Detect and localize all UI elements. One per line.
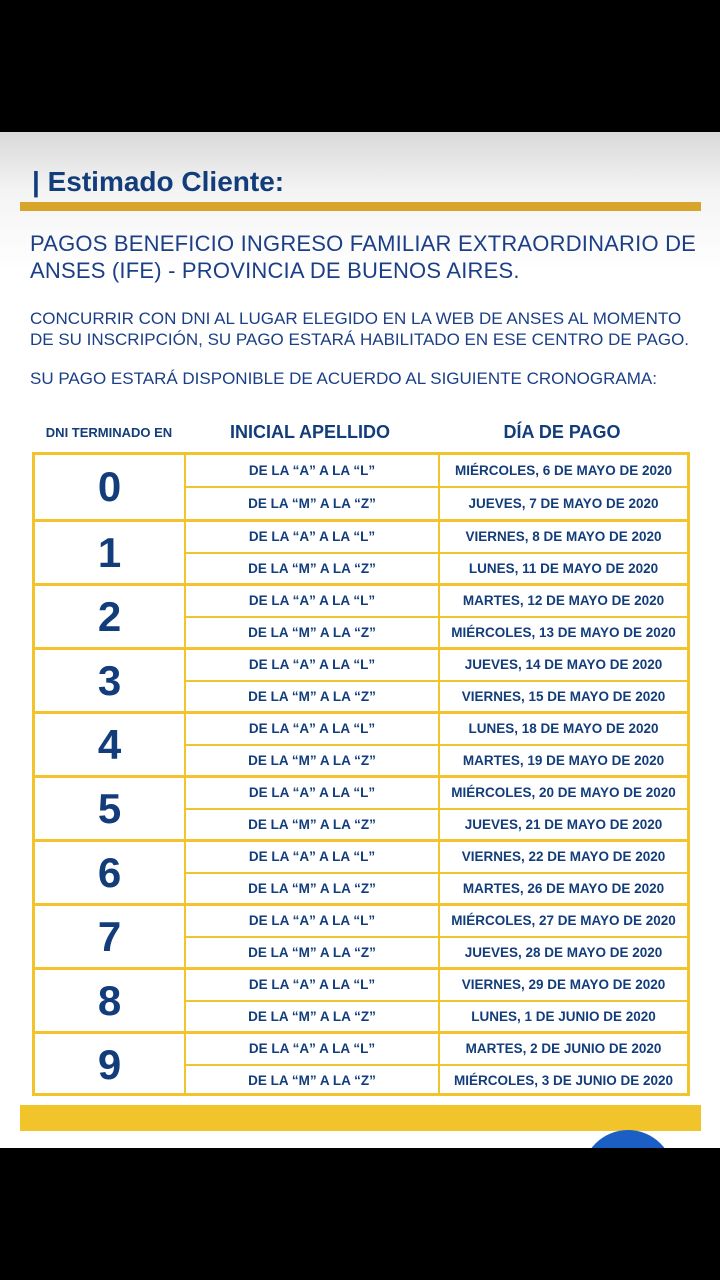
initial-range-cell: DE LA “A” A LA “L”: [186, 970, 440, 1000]
header-initial: INICIAL APELLIDO: [229, 421, 390, 442]
initial-range-cell: DE LA “M” A LA “Z”: [186, 746, 440, 776]
table-row: [186, 455, 687, 486]
dni-group-3: [35, 647, 687, 711]
initial-range-cell: DE LA “M” A LA “Z”: [186, 938, 440, 968]
table-row: [186, 616, 687, 648]
payment-date-cell: MIÉRCOLES, 20 DE MAYO DE 2020: [451, 785, 676, 801]
payment-date-cell: MIÉRCOLES, 13 DE MAYO DE 2020: [451, 624, 676, 640]
table-row: [186, 778, 687, 808]
payment-date-cell: VIERNES, 29 DE MAYO DE 2020: [461, 977, 666, 993]
schedule-intro: SU PAGO ESTARÁ DISPONIBLE DE ACUERDO AL SIGUIENTE CRONOGRAMA:: [30, 369, 657, 388]
payment-date-cell: VIERNES, 8 DE MAYO DE 2020: [465, 529, 662, 545]
benefit-heading: PAGOS BENEFICIO INGRESO FAMILIAR EXTRAORDINARIO DE ANSES (IFE) - PROVINCIA DE BUENOS AIRES.: [30, 231, 697, 283]
dni-group-0: [35, 455, 687, 519]
table-row: [186, 486, 687, 519]
payment-date-cell: MIÉRCOLES, 27 DE MAYO DE 2020: [451, 913, 676, 929]
group-rows: [186, 778, 687, 839]
group-rows: [186, 714, 687, 775]
payment-date-cell: JUEVES, 14 DE MAYO DE 2020: [464, 657, 663, 673]
initial-range-cell: DE LA “M” A LA “Z”: [186, 810, 440, 840]
initial-range-cell: DE LA “M” A LA “Z”: [186, 1002, 440, 1032]
dni-group-1: [35, 519, 687, 583]
dni-digit: 8: [35, 970, 186, 1031]
initial-range-cell: DE LA “A” A LA “L”: [186, 1034, 440, 1064]
initial-range-cell: DE LA “M” A LA “Z”: [186, 488, 440, 519]
initial-range-cell: DE LA “M” A LA “Z”: [186, 618, 440, 648]
dni-group-6: [35, 839, 687, 903]
dni-group-5: [35, 775, 687, 839]
group-rows: [186, 906, 687, 967]
group-rows: [186, 1034, 687, 1095]
table-row: [186, 586, 687, 616]
dni-group-7: [35, 903, 687, 967]
table-row: [186, 1034, 687, 1064]
payment-date-cell: JUEVES, 28 DE MAYO DE 2020: [464, 944, 663, 960]
dni-digit: 3: [35, 650, 186, 711]
table-row: [186, 842, 687, 872]
initial-range-cell: DE LA “A” A LA “L”: [186, 778, 440, 808]
table-row: [186, 872, 687, 904]
initial-range-cell: DE LA “M” A LA “Z”: [186, 1066, 440, 1096]
group-rows: [186, 522, 687, 583]
table-row: [186, 906, 687, 936]
initial-range-cell: DE LA “A” A LA “L”: [186, 455, 440, 486]
initial-range-cell: DE LA “A” A LA “L”: [186, 906, 440, 936]
dni-digit: 1: [35, 522, 186, 583]
title-underline: [20, 202, 701, 211]
initial-range-cell: DE LA “A” A LA “L”: [186, 522, 440, 552]
table-row: [186, 1064, 687, 1096]
footer-bar: [20, 1105, 701, 1131]
payment-date-cell: MARTES, 19 DE MAYO DE 2020: [462, 752, 665, 768]
table-row: [186, 680, 687, 712]
group-rows: [186, 970, 687, 1031]
payment-date-cell: LUNES, 1 DE JUNIO DE 2020: [471, 1008, 656, 1024]
table-row: [186, 714, 687, 744]
dni-group-8: [35, 967, 687, 1031]
table-row: [186, 650, 687, 680]
table-row: [186, 744, 687, 776]
payment-date-cell: JUEVES, 7 DE MAYO DE 2020: [468, 496, 659, 511]
payment-date-cell: LUNES, 18 DE MAYO DE 2020: [468, 721, 659, 737]
initial-range-cell: DE LA “A” A LA “L”: [186, 650, 440, 680]
payment-date-cell: VIERNES, 15 DE MAYO DE 2020: [461, 688, 666, 704]
payment-date-cell: MIÉRCOLES, 6 DE MAYO DE 2020: [454, 463, 673, 478]
header-payment-day: DÍA DE PAGO: [503, 421, 621, 442]
table-row: [186, 522, 687, 552]
group-rows: [186, 455, 687, 519]
header-dni: DNI TERMINADO EN: [45, 424, 173, 440]
group-rows: [186, 586, 687, 647]
payment-date-cell: LUNES, 11 DE MAYO DE 2020: [468, 560, 659, 576]
payment-schedule-table: [32, 452, 690, 1096]
group-rows: [186, 650, 687, 711]
payment-date-cell: MIÉRCOLES, 3 DE JUNIO DE 2020: [453, 1072, 674, 1088]
table-row: [186, 936, 687, 968]
dni-digit: 0: [35, 455, 186, 519]
screen-bottom-bezel: [0, 1148, 720, 1280]
payment-date-cell: MARTES, 12 DE MAYO DE 2020: [462, 593, 665, 609]
initial-range-cell: DE LA “M” A LA “Z”: [186, 554, 440, 584]
initial-range-cell: DE LA “A” A LA “L”: [186, 586, 440, 616]
dni-digit: 7: [35, 906, 186, 967]
payment-date-cell: JUEVES, 21 DE MAYO DE 2020: [464, 816, 663, 832]
payment-date-cell: MARTES, 2 DE JUNIO DE 2020: [465, 1041, 662, 1057]
group-rows: [186, 842, 687, 903]
dni-digit: 2: [35, 586, 186, 647]
page-title: | Estimado Cliente:: [32, 166, 285, 197]
dni-digit: 6: [35, 842, 186, 903]
payment-date-cell: VIERNES, 22 DE MAYO DE 2020: [461, 849, 666, 865]
table-row: [186, 1000, 687, 1032]
dni-digit: 9: [35, 1034, 186, 1095]
table-row: [186, 970, 687, 1000]
dni-group-2: [35, 583, 687, 647]
initial-range-cell: DE LA “A” A LA “L”: [186, 842, 440, 872]
initial-range-cell: DE LA “A” A LA “L”: [186, 714, 440, 744]
table-row: [186, 552, 687, 584]
initial-range-cell: DE LA “M” A LA “Z”: [186, 682, 440, 712]
dni-digit: 4: [35, 714, 186, 775]
dni-digit: 5: [35, 778, 186, 839]
dni-group-4: [35, 711, 687, 775]
payment-date-cell: MARTES, 26 DE MAYO DE 2020: [462, 880, 665, 896]
dni-group-9: [35, 1031, 687, 1095]
table-row: [186, 808, 687, 840]
instructions-paragraph: CONCURRIR CON DNI AL LUGAR ELEGIDO EN LA WEB DE ANSES AL MOMENTO DE SU INSCRIPCIÓN, SU PAGO ESTARÁ HABILITADO EN ESE CENTRO DE PAGO.: [30, 309, 690, 349]
initial-range-cell: DE LA “M” A LA “Z”: [186, 874, 440, 904]
